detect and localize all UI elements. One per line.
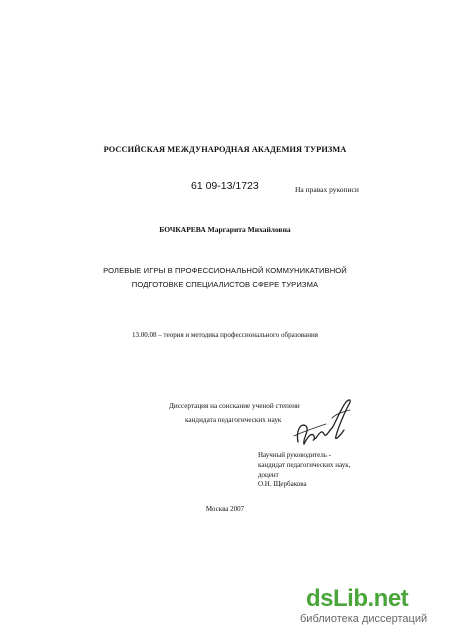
- supervisor-line-1: Научный руководитель -: [258, 451, 332, 459]
- degree-line-1: Диссертация на соискание ученой степени: [169, 402, 300, 410]
- title-line-2: ПОДГОТОВКЕ СПЕЦИАЛИСТОВ СФЕРЕ ТУРИЗМА: [131, 280, 319, 289]
- dslib-watermark: [298, 585, 448, 631]
- specialty-code: 13.00.08 – теория и методика профессионального образования: [132, 331, 318, 339]
- dissertation-title: [0, 264, 450, 292]
- title-line-1: РОЛЕВЫЕ ИГРЫ В ПРОФЕССИОНАЛЬНОЙ КОММУНИКАТИВНОЙ: [103, 266, 347, 275]
- handwritten-signature: [292, 392, 358, 452]
- academy-name: РОССИЙСКАЯ МЕЖДУНАРОДНАЯ АКАДЕМИЯ ТУРИЗМА: [103, 145, 347, 154]
- city-year: Москва 2007: [205, 505, 245, 513]
- supervisor-line-4: О.Н. Щербакова: [258, 480, 307, 489]
- supervisor-line-3: доцент: [258, 470, 279, 479]
- scientific-supervisor: [258, 451, 350, 490]
- manuscript-rights: На правах рукописи: [295, 185, 359, 194]
- document-code: 61 09-13/1723: [191, 180, 259, 192]
- author-name: БОЧКАРЕВА Маргарита Михайловна: [159, 225, 291, 234]
- watermark-logo: dsLib.net: [306, 585, 409, 612]
- supervisor-line-2: кандидат педагогических наук,: [258, 460, 351, 469]
- degree-line-2: кандидата педагогических наук: [185, 416, 282, 424]
- dissertation-degree: [169, 399, 300, 427]
- watermark-subtitle: библиотека диссертаций: [300, 613, 428, 625]
